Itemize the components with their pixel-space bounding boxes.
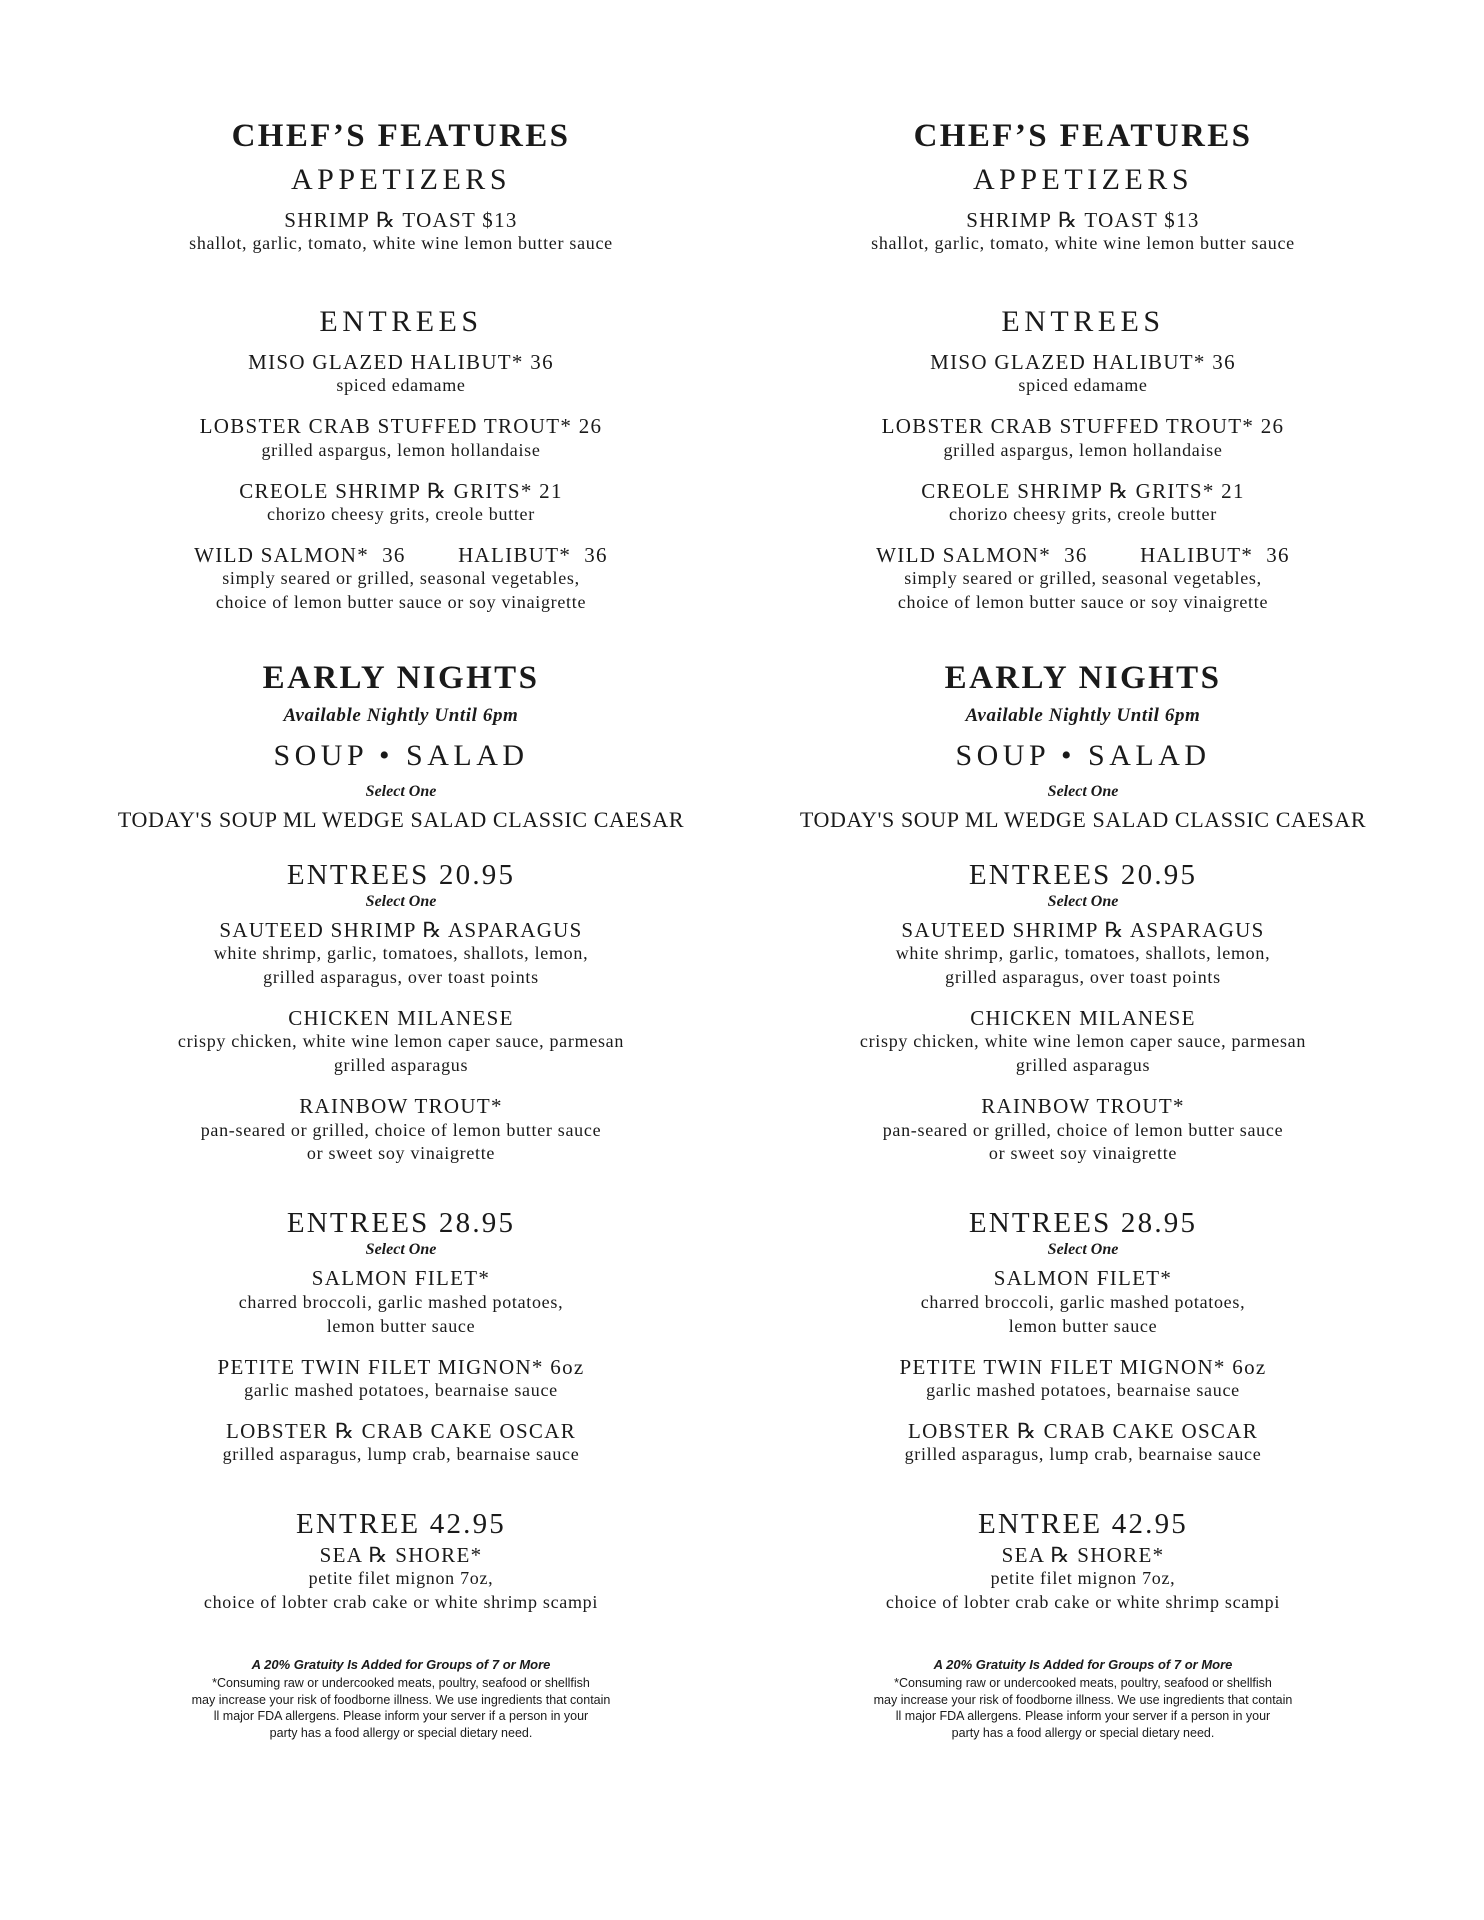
entree-4295-heading: ENTREE 42.95 [977, 1508, 1189, 1540]
item-name: SALMON FILET* [993, 1266, 1173, 1291]
item-name: SAUTEED SHRIMP ℞ ASPARAGUS [219, 917, 583, 942]
select-one-note: Select One [365, 892, 437, 910]
menu-item [100, 1005, 702, 1077]
footer-line-5: party has a food allergy or special dietary need. [269, 1726, 533, 1741]
early-nights-subtitle: Available Nightly Until 6pm [965, 704, 1201, 726]
entree-4295-heading: ENTREE 42.95 [295, 1508, 507, 1540]
appetizers-heading: APPETIZERS [290, 163, 512, 196]
menu-item [782, 1354, 1384, 1402]
early-nights-title: EARLY NIGHTS [262, 659, 540, 696]
select-one-note: Select One [1047, 892, 1119, 910]
footer-line-3: may increase your risk of foodborne illness. We use ingredients that contain [873, 1692, 1293, 1707]
item-description-2: choice of lemon butter sauce or soy vinaigrette [215, 592, 587, 613]
menu-item [782, 207, 1384, 255]
footer-line-1: A 20% Gratuity Is Added for Groups of 7 or More [933, 1657, 1233, 1673]
menu-item [782, 542, 1384, 614]
item-description: crispy chicken, white wine lemon caper sauce, parmesan [177, 1031, 625, 1052]
item-description: petite filet mignon 7oz, [990, 1568, 1176, 1589]
item-description: simply seared or grilled, seasonal vegetables, [222, 568, 580, 589]
item-description: charred broccoli, garlic mashed potatoes, [238, 1291, 564, 1312]
menu-item [782, 1265, 1384, 1337]
menu-column-left [40, 118, 742, 1920]
item-name: RAINBOW TROUT* [299, 1094, 503, 1119]
menu-item [782, 413, 1384, 461]
item-name: PETITE TWIN FILET MIGNON* 6oz [217, 1354, 585, 1379]
item-name: PETITE TWIN FILET MIGNON* 6oz [899, 1354, 1267, 1379]
chefs-features-title: CHEF’S FEATURES [231, 118, 571, 154]
item-description: chorizo cheesy grits, creole butter [949, 503, 1217, 524]
entrees-2895-heading: ENTREES 28.95 [286, 1207, 516, 1240]
early-nights-subtitle: Available Nightly Until 6pm [283, 704, 519, 726]
item-name: SEA ℞ SHORE* [319, 1543, 483, 1567]
menu-item [782, 478, 1384, 526]
menu-item [100, 478, 702, 526]
item-name: WILD SALMON* 36 HALIBUT* 36 [194, 542, 608, 567]
soup-salad-options: TODAY'S SOUP ML WEDGE SALAD CLASSIC CAESAR [117, 806, 685, 832]
early-nights-section [782, 660, 1384, 1616]
item-description-2: choice of lobter crab cake or white shrimp scampi [203, 1592, 599, 1613]
item-description: pan-seared or grilled, choice of lemon butter sauce [200, 1119, 602, 1140]
footer-line-2: *Consuming raw or undercooked meats, poultry, seafood or shellfish [212, 1675, 590, 1690]
footer-line-4: ll major FDA allergens. Please inform your server if a person in your [213, 1709, 589, 1724]
item-name: MISO GLAZED HALIBUT* 36 [930, 350, 1236, 375]
footer-line-2: *Consuming raw or undercooked meats, poultry, seafood or shellfish [894, 1675, 1272, 1690]
menu-item [782, 349, 1384, 397]
item-description: grilled asparagus, lump crab, bearnaise sauce [222, 1444, 580, 1465]
item-description: shallot, garlic, tomato, white wine lemon butter sauce [871, 233, 1295, 254]
item-description: charred broccoli, garlic mashed potatoes, [920, 1291, 1246, 1312]
entrees-2095-heading: ENTREES 20.95 [286, 858, 516, 891]
item-name: CHICKEN MILANESE [288, 1006, 514, 1031]
menu-item [100, 917, 702, 989]
item-description: garlic mashed potatoes, bearnaise sauce [244, 1379, 558, 1400]
footer-disclaimer [100, 1656, 702, 1742]
item-description-2: or sweet soy vinaigrette [306, 1143, 496, 1164]
item-description-2: choice of lobter crab cake or white shrimp scampi [885, 1592, 1281, 1613]
select-one-note: Select One [1047, 1241, 1119, 1259]
soup-salad-heading: SOUP • SALAD [273, 738, 529, 772]
select-one-note: Select One [365, 1241, 437, 1259]
item-description: chorizo cheesy grits, creole butter [267, 503, 535, 524]
item-description-2: or sweet soy vinaigrette [988, 1143, 1178, 1164]
item-description: grilled asparagus, lump crab, bearnaise sauce [904, 1444, 1262, 1465]
item-name: SHRIMP ℞ TOAST $13 [284, 208, 518, 232]
item-description: white shrimp, garlic, tomatoes, shallots, lemon, [213, 943, 589, 964]
menu-item [100, 1418, 702, 1466]
appetizers-heading: APPETIZERS [972, 163, 1194, 196]
menu-item [100, 542, 702, 614]
chefs-features-section [782, 118, 1384, 616]
menu-item [782, 1418, 1384, 1466]
item-description: simply seared or grilled, seasonal vegetables, [904, 568, 1262, 589]
item-description: grilled aspargus, lemon hollandaise [943, 439, 1223, 460]
item-description-2: grilled asparagus, over toast points [945, 967, 1221, 988]
item-name: CREOLE SHRIMP ℞ GRITS* 21 [921, 478, 1245, 503]
item-name: CHICKEN MILANESE [970, 1006, 1196, 1031]
menu-item [100, 1354, 702, 1402]
early-nights-section [100, 660, 702, 1616]
item-description: petite filet mignon 7oz, [308, 1568, 494, 1589]
item-description: shallot, garlic, tomato, white wine lemon butter sauce [189, 233, 613, 254]
entrees-heading: ENTREES [319, 305, 483, 339]
menu-item [782, 917, 1384, 989]
item-description-2: choice of lemon butter sauce or soy vinaigrette [897, 592, 1269, 613]
menu-item [782, 1542, 1384, 1614]
item-description-2: lemon butter sauce [326, 1315, 476, 1336]
item-description-2: lemon butter sauce [1008, 1315, 1158, 1336]
item-description-2: grilled asparagus [333, 1055, 469, 1076]
item-name: LOBSTER CRAB STUFFED TROUT* 26 [881, 414, 1285, 439]
item-description: spiced edamame [336, 375, 466, 396]
footer-line-1: A 20% Gratuity Is Added for Groups of 7 or More [251, 1657, 551, 1673]
menu-item [100, 207, 702, 255]
soup-salad-heading: SOUP • SALAD [955, 738, 1211, 772]
item-name: CREOLE SHRIMP ℞ GRITS* 21 [239, 478, 563, 503]
entrees-2895-heading: ENTREES 28.95 [968, 1207, 1198, 1240]
item-name: LOBSTER CRAB STUFFED TROUT* 26 [199, 414, 603, 439]
menu-item [100, 1093, 702, 1165]
item-description-2: grilled asparagus, over toast points [263, 967, 539, 988]
early-nights-title: EARLY NIGHTS [944, 659, 1222, 696]
entrees-2095-heading: ENTREES 20.95 [968, 858, 1198, 891]
soup-salad-options: TODAY'S SOUP ML WEDGE SALAD CLASSIC CAESAR [799, 806, 1367, 832]
menu-item [100, 1265, 702, 1337]
item-description: white shrimp, garlic, tomatoes, shallots, lemon, [895, 943, 1271, 964]
menu-item [100, 349, 702, 397]
item-name: RAINBOW TROUT* [981, 1094, 1185, 1119]
menu-item [782, 1093, 1384, 1165]
menu-column-right [742, 118, 1444, 1920]
item-description: spiced edamame [1018, 375, 1148, 396]
item-name: SEA ℞ SHORE* [1001, 1543, 1165, 1567]
menu-item [100, 1542, 702, 1614]
item-name: MISO GLAZED HALIBUT* 36 [248, 350, 554, 375]
menu-item [782, 1005, 1384, 1077]
select-one-note: Select One [1047, 782, 1119, 800]
footer-disclaimer [782, 1656, 1384, 1742]
select-one-note: Select One [365, 782, 437, 800]
item-description: pan-seared or grilled, choice of lemon butter sauce [882, 1119, 1284, 1140]
footer-line-3: may increase your risk of foodborne illness. We use ingredients that contain [191, 1692, 611, 1707]
item-name: LOBSTER ℞ CRAB CAKE OSCAR [907, 1418, 1259, 1443]
item-name: SHRIMP ℞ TOAST $13 [966, 208, 1200, 232]
item-description: garlic mashed potatoes, bearnaise sauce [926, 1379, 1240, 1400]
item-name: WILD SALMON* 36 HALIBUT* 36 [876, 542, 1290, 567]
item-description: crispy chicken, white wine lemon caper sauce, parmesan [859, 1031, 1307, 1052]
item-description-2: grilled asparagus [1015, 1055, 1151, 1076]
menu-item [100, 413, 702, 461]
item-name: LOBSTER ℞ CRAB CAKE OSCAR [225, 1418, 577, 1443]
item-name: SAUTEED SHRIMP ℞ ASPARAGUS [901, 917, 1265, 942]
item-description: grilled aspargus, lemon hollandaise [261, 439, 541, 460]
item-name: SALMON FILET* [311, 1266, 491, 1291]
entrees-heading: ENTREES [1001, 305, 1165, 339]
chefs-features-section [100, 118, 702, 616]
footer-line-5: party has a food allergy or special dietary need. [951, 1726, 1215, 1741]
footer-line-4: ll major FDA allergens. Please inform your server if a person in your [895, 1709, 1271, 1724]
chefs-features-title: CHEF’S FEATURES [913, 118, 1253, 154]
